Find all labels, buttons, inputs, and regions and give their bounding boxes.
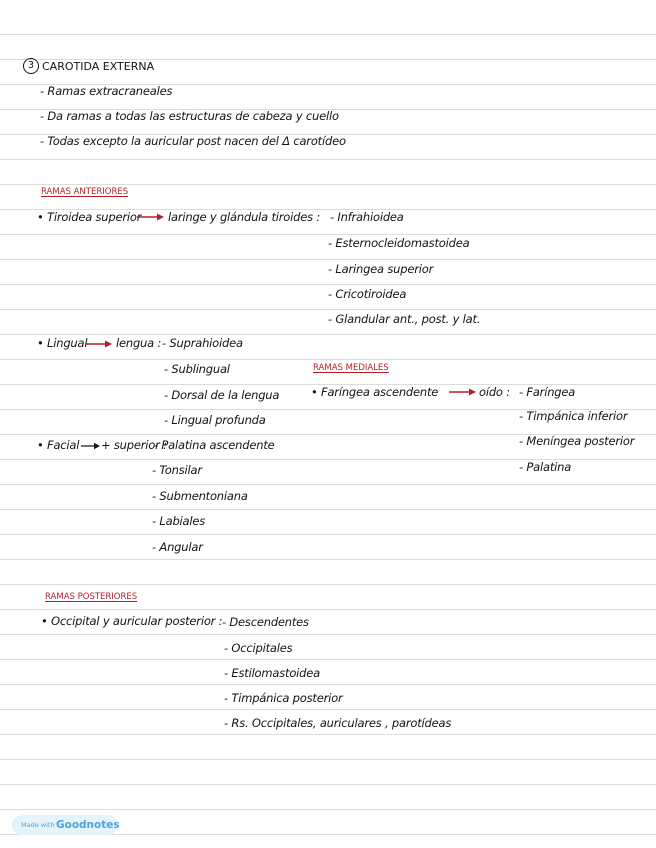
occipital-branch-3: - Estilomastoidea bbox=[224, 666, 321, 680]
goodnotes-badge bbox=[12, 815, 118, 835]
facial-branch-1: - Palatina ascendente bbox=[154, 438, 275, 452]
section-number: 3 bbox=[23, 58, 39, 74]
heading-ramas-mediales: RAMAS MEDIALES bbox=[313, 363, 389, 373]
tiroidea-target: laringe y glándula tiroides : bbox=[168, 210, 321, 224]
lingual-name: • Lingual bbox=[37, 336, 88, 350]
lingual-branch-2: - Sublingual bbox=[164, 362, 230, 376]
goodnotes-logo-text: Goodnotes bbox=[56, 819, 120, 831]
tiroidea-branch-2: - Esternocleidomastoidea bbox=[328, 236, 470, 250]
lingual-branch-3: - Dorsal de la lengua bbox=[164, 388, 280, 402]
heading-ramas-anteriores: RAMAS ANTERIORES bbox=[41, 187, 129, 197]
tiroidea-branch-5: - Glandular ant., post. y lat. bbox=[328, 312, 481, 326]
facial-branch-5: - Angular bbox=[152, 540, 203, 554]
arrow-icon bbox=[136, 212, 166, 222]
faringea-target: oído : bbox=[479, 385, 510, 399]
faringea-branch-4: - Palatina bbox=[519, 460, 572, 474]
occipital-branch-1: - Descendentes bbox=[222, 615, 309, 629]
made-with-label: Made with bbox=[21, 821, 55, 829]
arrow-icon bbox=[448, 387, 478, 397]
occipital-branch-2: - Occipitales bbox=[224, 641, 293, 655]
facial-target: + superior : bbox=[101, 438, 167, 452]
intro-line-2: - Da ramas a todas las estructuras de cabeza y cuello bbox=[40, 109, 339, 123]
lingual-target: lengua : bbox=[116, 336, 162, 350]
facial-branch-4: - Labiales bbox=[152, 514, 206, 528]
faringea-branch-3: - Meníngea posterior bbox=[519, 434, 635, 448]
page-title: CAROTIDA EXTERNA bbox=[42, 60, 155, 73]
faringea-branch-2: - Timpánica inferior bbox=[519, 409, 628, 423]
facial-name: • Facial bbox=[37, 438, 80, 452]
tiroidea-name: • Tiroidea superior bbox=[37, 210, 142, 224]
lingual-branch-4: - Lingual profunda bbox=[164, 413, 266, 427]
faringea-branch-1: - Faríngea bbox=[519, 385, 576, 399]
intro-line-1: - Ramas extracraneales bbox=[40, 84, 173, 98]
lingual-branch-1: - Suprahioidea bbox=[162, 336, 243, 350]
occipital-branch-5: - Rs. Occipitales, auriculares , parotídeas bbox=[224, 716, 452, 730]
heading-ramas-posteriores: RAMAS POSTERIORES bbox=[45, 592, 138, 602]
facial-branch-3: - Submentoniana bbox=[152, 489, 248, 503]
faringea-name: • Faríngea ascendente bbox=[311, 385, 439, 399]
tiroidea-branch-1: - Infrahioidea bbox=[330, 210, 404, 224]
occipital-branch-4: - Timpánica posterior bbox=[224, 691, 343, 705]
occipital-name: • Occipital y auricular posterior : bbox=[41, 614, 223, 628]
arrow-icon bbox=[80, 441, 102, 451]
arrow-icon bbox=[84, 339, 114, 349]
facial-branch-2: - Tonsilar bbox=[152, 463, 202, 477]
tiroidea-branch-4: - Cricotiroidea bbox=[328, 287, 407, 301]
tiroidea-branch-3: - Laringea superior bbox=[328, 262, 434, 276]
intro-line-3: - Todas excepto la auricular post nacen del Δ carotídeo bbox=[40, 134, 346, 148]
